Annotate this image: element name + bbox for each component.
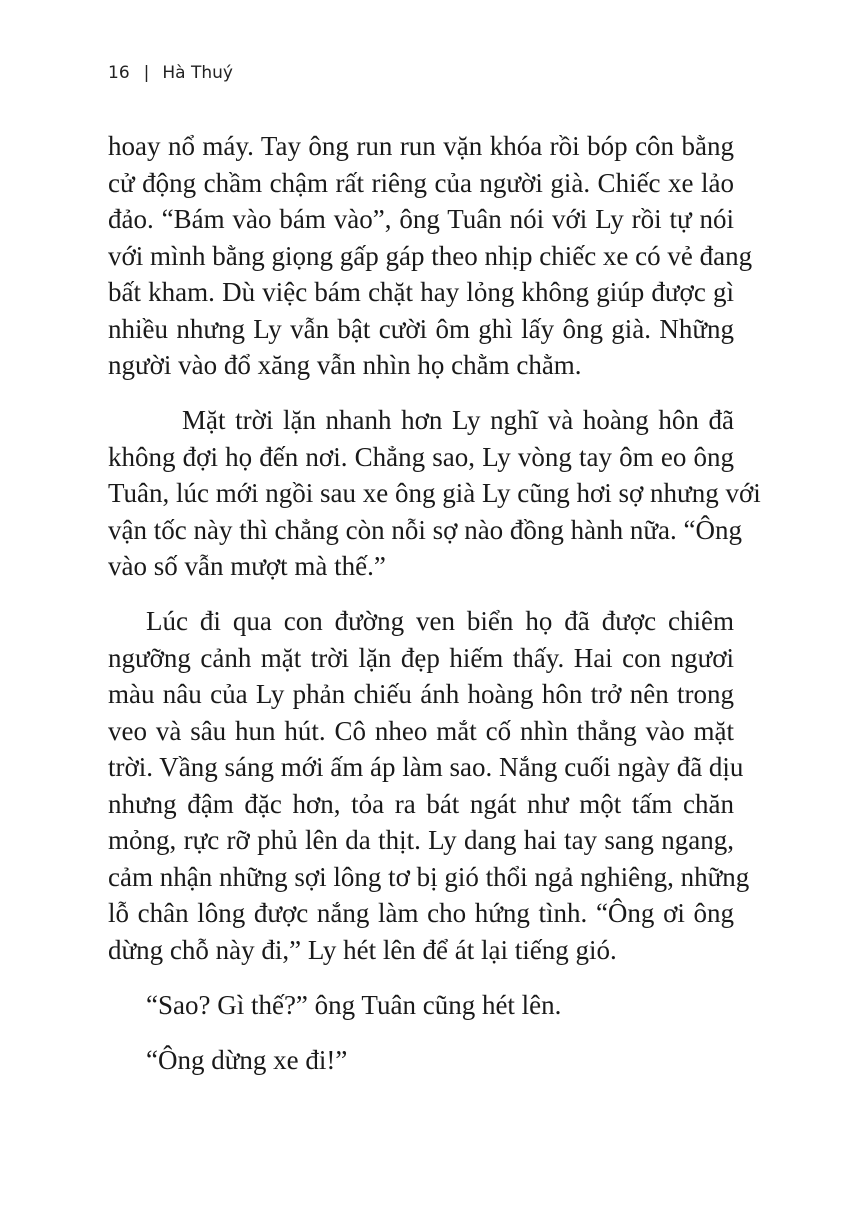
running-header <box>108 63 233 83</box>
text-line: hoay nổ máy. Tay ông run run vặn khóa rồi bóp côn bằng <box>108 131 734 161</box>
text-line: Tuân, lúc mới ngồi sau xe ông già Ly cũng hơi sợ nhưng với <box>108 478 761 508</box>
text-line: đảo. “Bám vào bám vào”, ông Tuân nói với Ly rồi tự nói <box>108 204 734 234</box>
text-line: nhiều nhưng Ly vẫn bật cười ôm ghì lấy ông già. Những <box>108 314 734 344</box>
text-line: nhưng đậm đặc hơn, tỏa ra bát ngát như một tấm chăn <box>108 789 734 819</box>
text-line: dừng chỗ này đi,” Ly hét lên để át lại tiếng gió. <box>108 935 617 965</box>
text-line: màu nâu của Ly phản chiếu ánh hoàng hôn trở nên trong <box>108 679 734 709</box>
text-line: không đợi họ đến nơi. Chẳng sao, Ly vòng tay ôm eo ông <box>108 442 734 472</box>
text-line: vận tốc này thì chẳng còn nỗi sợ nào đồng hành nữa. “Ông <box>108 515 743 545</box>
page-number: 16 <box>108 63 130 83</box>
text-line: veo và sâu hun hút. Cô nheo mắt cố nhìn thẳng vào mặt <box>108 716 734 746</box>
text-line: ngưỡng cảnh mặt trời lặn đẹp hiếm thấy. Hai con ngươi <box>108 643 734 673</box>
text-line: “Sao? Gì thế?” ông Tuân cũng hét lên. <box>146 990 562 1020</box>
text-line: Lúc đi qua con đường ven biển họ đã được chiêm <box>146 606 734 636</box>
text-line: mỏng, rực rỡ phủ lên da thịt. Ly dang hai tay sang ngang, <box>108 825 734 855</box>
text-line: lỗ chân lông được nắng làm cho hứng tình. “Ông ơi ông <box>108 898 734 928</box>
text-line: trời. Vầng sáng mới ấm áp làm sao. Nắng cuối ngày đã dịu <box>108 752 744 782</box>
text-line: vào số vẫn mượt mà thế.” <box>108 551 386 581</box>
text-line: cảm nhận những sợi lông tơ bị gió thổi ngả nghiêng, những <box>108 862 750 892</box>
text-line: Mặt trời lặn nhanh hơn Ly nghĩ và hoàng hôn đã <box>182 405 734 435</box>
text-line: bất kham. Dù việc bám chặt hay lỏng không giúp được gì <box>108 277 734 307</box>
header-separator: | <box>143 63 150 83</box>
text-line: người vào đổ xăng vẫn nhìn họ chằm chằm. <box>108 350 582 380</box>
text-line: với mình bằng giọng gấp gáp theo nhịp chiếc xe có vẻ đang <box>108 241 753 271</box>
text-line: cử động chầm chậm rất riêng của người già. Chiếc xe lảo <box>108 168 734 198</box>
text-line: “Ông dừng xe đi!” <box>146 1045 348 1075</box>
author-name: Hà Thuý <box>162 63 233 83</box>
